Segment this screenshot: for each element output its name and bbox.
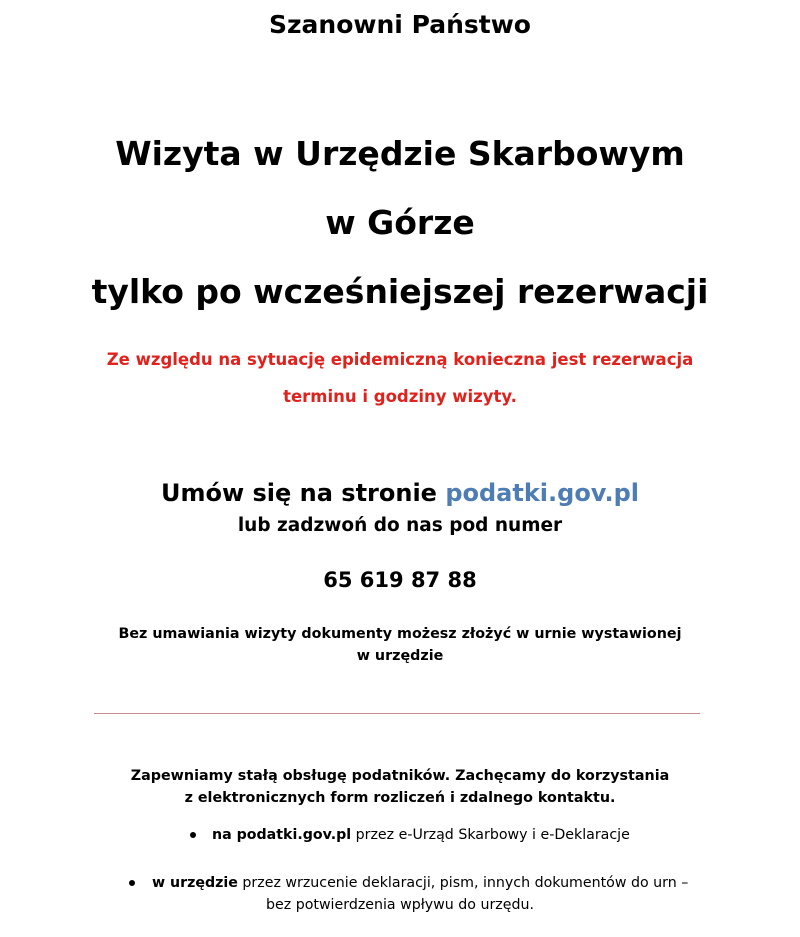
greeting: Szanowni Państwo bbox=[269, 10, 531, 39]
bullet-icon bbox=[190, 832, 196, 838]
bullet-text: przez e-Urząd Skarbowy i e-Deklaracje bbox=[351, 827, 630, 843]
headline-line-2: w Górze bbox=[325, 203, 475, 242]
booking-line bbox=[0, 476, 800, 510]
bullet-item-online bbox=[212, 824, 630, 846]
warning-line-1: Ze względu na sytuację epidemiczną konieczna jest rezerwacja bbox=[106, 350, 694, 369]
service-line-2: z elektronicznych form rozliczeń i zdalnego kontaktu. bbox=[184, 790, 616, 806]
service-line-1: Zapewniamy stałą obsługę podatników. Zachęcamy do korzystania bbox=[130, 768, 670, 784]
bullet-bold: na podatki.gov.pl bbox=[212, 827, 352, 843]
headline-line-3: tylko po wcześniejszej rezerwacji bbox=[91, 272, 709, 311]
bullet-continuation: bez potwierdzenia wpływu do urzędu. bbox=[266, 897, 534, 913]
drop-off-line-1: Bez umawiania wizyty dokumenty możesz złożyć w urnie wystawionej bbox=[118, 626, 682, 642]
booking-call: lub zadzwoń do nas pod numer bbox=[237, 515, 563, 536]
bullet-text: przez wrzucenie deklaracji, pism, innych dokumentów do urn – bbox=[237, 875, 689, 891]
drop-off-line-2: w urzędzie bbox=[356, 648, 444, 664]
headline-line-1: Wizyta w Urzędzie Skarbowym bbox=[115, 134, 685, 173]
booking-prefix: Umów się na stronie bbox=[160, 479, 446, 507]
phone-number: 65 619 87 88 bbox=[323, 568, 477, 592]
divider bbox=[94, 713, 700, 714]
bullet-item-office bbox=[152, 872, 688, 894]
bullet-bold: w urzędzie bbox=[152, 875, 238, 891]
warning-line-2: terminu i godziny wizyty. bbox=[283, 387, 517, 406]
booking-link[interactable]: podatki.gov.pl bbox=[445, 479, 640, 507]
bullet-icon bbox=[129, 880, 135, 886]
